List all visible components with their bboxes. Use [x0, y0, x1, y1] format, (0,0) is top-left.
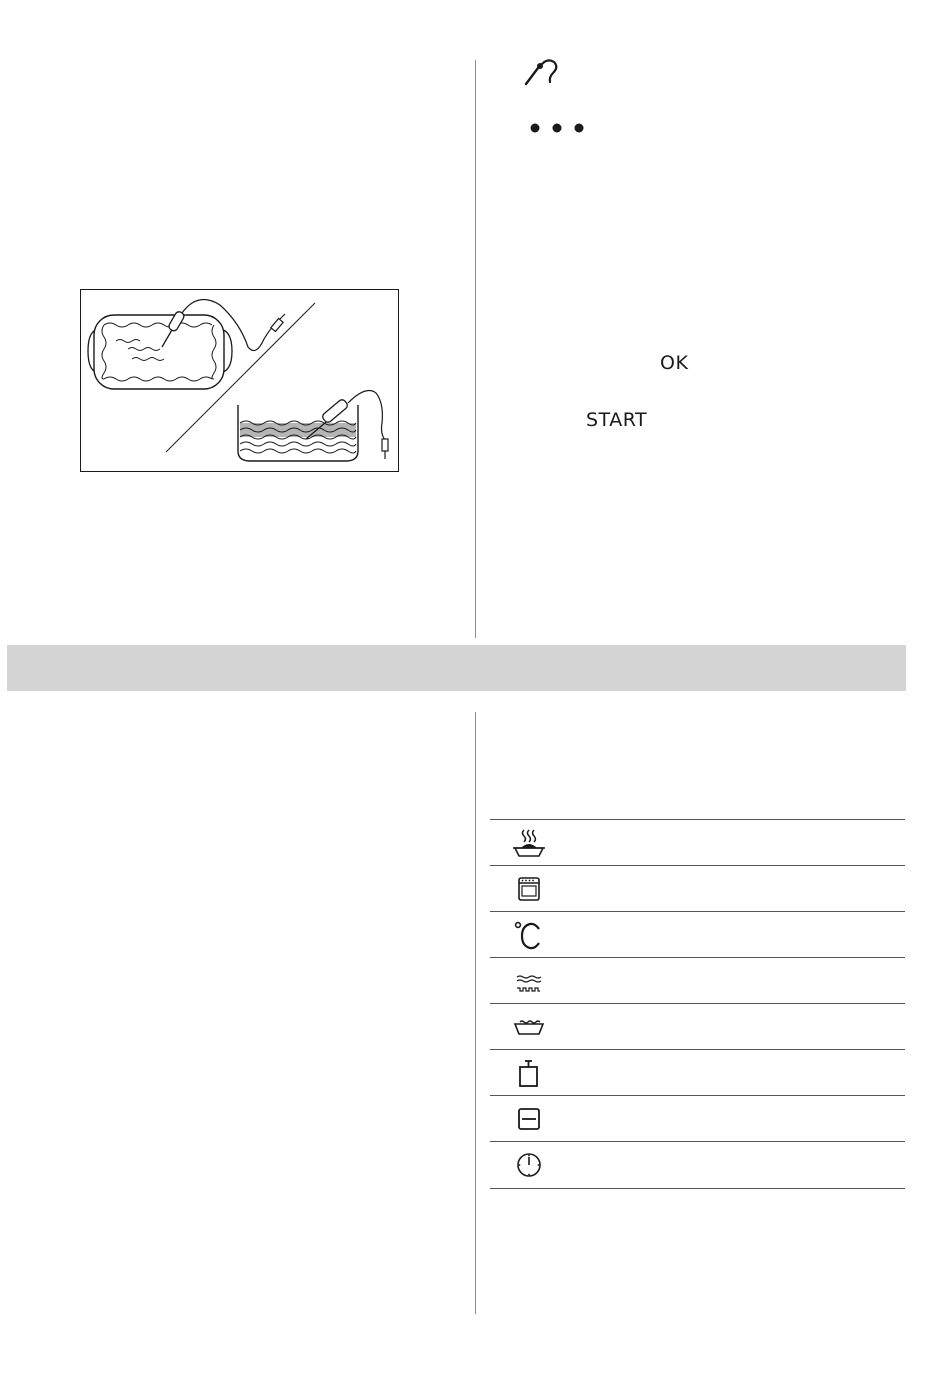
end-time-icon: [512, 1102, 546, 1136]
core-temperature-sensor-icon: [522, 56, 562, 86]
baking-dish-icon: [512, 1010, 546, 1044]
ok-button-label: OK: [660, 352, 689, 374]
table-row: [490, 819, 905, 866]
three-dots-icon: [528, 120, 588, 134]
table-row: [490, 957, 905, 1004]
table-row: [490, 1049, 905, 1096]
table-row: [490, 865, 905, 912]
bottom-column-divider: [475, 712, 476, 1314]
table-row: [490, 1141, 905, 1189]
bottom-heat-icon: [512, 964, 546, 998]
keep-warm-icon: [512, 826, 546, 860]
top-column-divider: [475, 60, 476, 638]
table-row: [490, 1003, 905, 1050]
start-button-label: START: [586, 409, 648, 431]
section-heading-band: [7, 645, 906, 691]
cooking-time-icon: [512, 1056, 546, 1090]
core-sensor-illustration: [80, 289, 399, 472]
table-row: [490, 1095, 905, 1142]
clock-icon: [512, 1148, 546, 1182]
table-row: [490, 911, 905, 958]
temperature-celsius-icon: [512, 918, 546, 952]
oven-function-icon: [512, 872, 546, 906]
